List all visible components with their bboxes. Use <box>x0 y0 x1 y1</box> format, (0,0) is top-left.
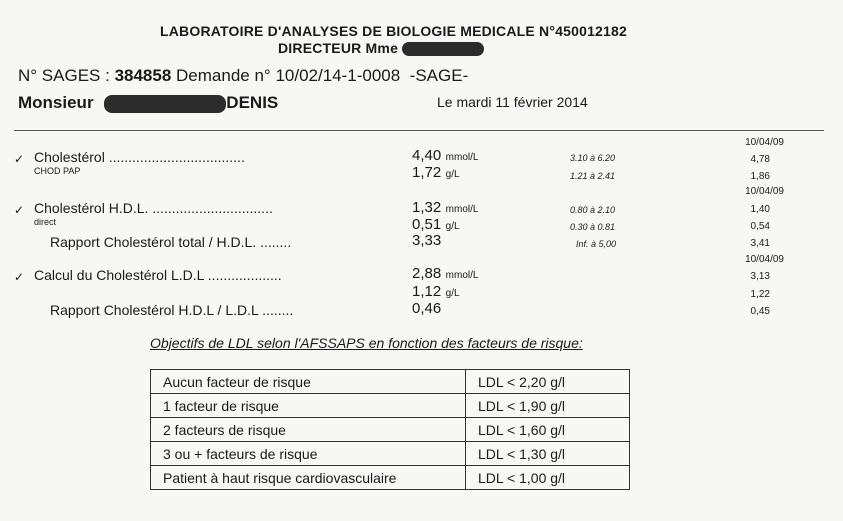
target-cell: LDL < 2,20 g/l <box>466 370 630 394</box>
hdl-method: direct <box>34 217 57 227</box>
prev-date: 10/04/09 <box>745 254 784 265</box>
ldl-label: Calcul du Cholestérol L.D.L ................... <box>34 267 282 283</box>
risk-cell: Aucun facteur de risque <box>151 370 466 394</box>
sages-number: 384858 <box>114 66 172 85</box>
value: 1,32 <box>412 199 442 216</box>
value: 4,40 <box>412 147 442 164</box>
patient-title: Monsieur <box>18 93 94 112</box>
unit: g/L <box>445 288 460 299</box>
table-row <box>151 442 630 466</box>
target-cell: LDL < 1,30 g/l <box>466 442 630 466</box>
ldl-mmol <box>412 265 478 283</box>
redaction-block <box>402 42 484 56</box>
unit: mmol/L <box>445 204 479 215</box>
cholesterol-label: Cholestérol ................................... <box>34 149 245 165</box>
director-prefix: DIRECTEUR Mme <box>278 40 399 56</box>
prev-date: 10/04/09 <box>745 186 784 197</box>
sages-label: N° SAGES : <box>18 66 110 85</box>
target-cell: LDL < 1,90 g/l <box>466 394 630 418</box>
check-icon: ✓ <box>14 270 25 284</box>
ratio-total-hdl-ref: Inf. à 5,00 <box>576 239 617 249</box>
cholesterol-g <box>412 164 460 182</box>
value: 0,51 <box>412 216 442 233</box>
check-icon: ✓ <box>14 203 25 217</box>
ratio-hdl-ldl-label: Rapport Cholestérol H.D.L / L.D.L ........ <box>50 302 294 318</box>
director-line <box>278 40 484 56</box>
table-row <box>151 394 630 418</box>
cholesterol-mmol <box>412 147 478 165</box>
ratio-total-hdl-value: 3,33 <box>412 232 442 249</box>
lab-title: LABORATOIRE D'ANALYSES DE BIOLOGIE MEDICALE N°450012182 <box>160 23 627 39</box>
ratio-hdl-ldl-prev: 0,45 <box>750 306 770 317</box>
unit: mmol/L <box>445 152 479 163</box>
unit: g/L <box>445 169 460 180</box>
cholesterol-ref-g: 1.21 à 2.41 <box>570 171 616 181</box>
patient-name <box>18 93 278 113</box>
ldl-g <box>412 283 460 301</box>
ldl-objectives-table <box>150 369 630 490</box>
unit: g/L <box>445 221 460 232</box>
ratio-hdl-ldl-value: 0,46 <box>412 300 442 317</box>
cholesterol-method: CHOD PAP <box>34 166 81 176</box>
report-date: Le mardi 11 février 2014 <box>437 94 588 110</box>
prev-date: 10/04/09 <box>745 137 784 148</box>
request-line <box>18 66 468 86</box>
hdl-prev-g: 0,54 <box>750 221 770 232</box>
table-row <box>151 370 630 394</box>
ratio-total-hdl-prev: 3,41 <box>750 238 770 249</box>
risk-cell: Patient à haut risque cardiovasculaire <box>151 466 466 490</box>
redaction-block <box>104 95 226 113</box>
table-row <box>151 418 630 442</box>
hdl-mmol <box>412 199 478 217</box>
target-cell: LDL < 1,00 g/l <box>466 466 630 490</box>
patient-first-name: DENIS <box>226 93 279 112</box>
risk-cell: 2 facteurs de risque <box>151 418 466 442</box>
risk-cell: 3 ou + facteurs de risque <box>151 442 466 466</box>
separator-line <box>14 130 824 131</box>
risk-cell: 1 facteur de risque <box>151 394 466 418</box>
cholesterol-ref-mmol: 3.10 à 6.20 <box>570 153 616 163</box>
hdl-ref-g: 0.30 à 0.81 <box>570 222 616 232</box>
table-row <box>151 466 630 490</box>
demande-number: Demande n° 10/02/14-1-0008 <box>176 66 401 85</box>
cholesterol-prev-g: 1,86 <box>750 171 770 182</box>
ldl-prev-g: 1,22 <box>750 289 770 300</box>
objectives-caption: Objectifs de LDL selon l'AFSSAPS en fonction des facteurs de risque: <box>150 335 583 351</box>
check-icon: ✓ <box>14 152 25 166</box>
hdl-label: Cholestérol H.D.L. ............................... <box>34 200 273 216</box>
cholesterol-prev-mmol: 4,78 <box>750 154 770 165</box>
ratio-total-hdl-label: Rapport Cholestérol total / H.D.L. ........ <box>50 234 292 250</box>
value: 1,72 <box>412 164 442 181</box>
target-cell: LDL < 1,60 g/l <box>466 418 630 442</box>
hdl-ref-mmol: 0.80 à 2.10 <box>570 205 616 215</box>
hdl-prev-mmol: 1,40 <box>750 204 770 215</box>
value: 2,88 <box>412 265 442 282</box>
demande-suffix: -SAGE- <box>409 66 469 85</box>
ldl-prev-mmol: 3,13 <box>750 271 770 282</box>
unit: mmol/L <box>445 270 479 281</box>
value: 1,12 <box>412 283 442 300</box>
